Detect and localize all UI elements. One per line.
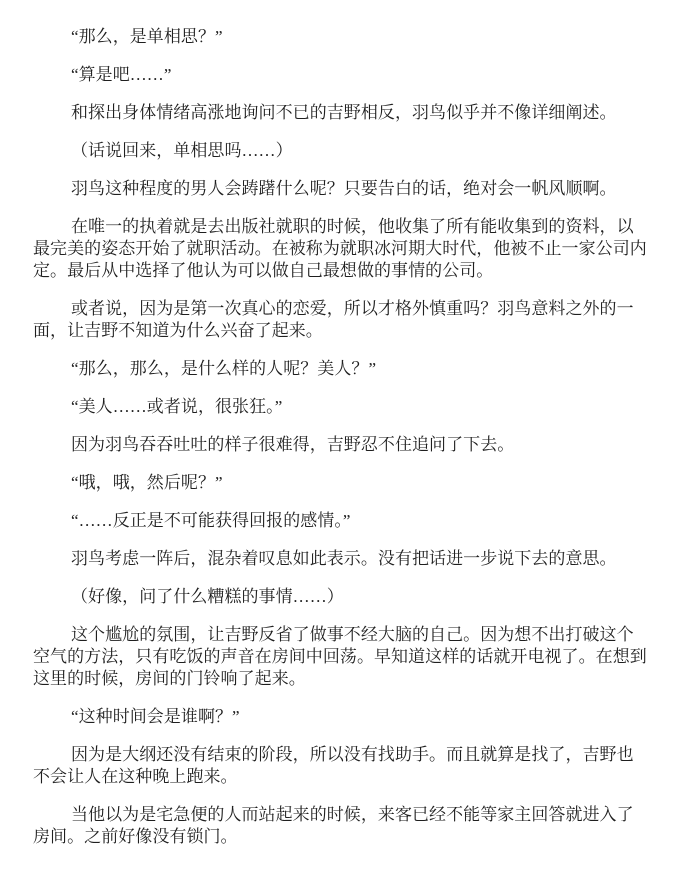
paragraph-list [33, 26, 648, 848]
paragraph: （话说回来，单相思吗……） [71, 141, 293, 160]
paragraph: 或者说，因为是第一次真心的恋爱，所以才格外慎重吗？羽鸟意料之外的一面，让吉野不知道为什么兴奋了起来。 [33, 299, 634, 340]
paragraph: 羽鸟这种程度的男人会踌躇什么呢？只要告白的话，绝对会一帆风顺啊。 [71, 179, 617, 198]
paragraph: 和探出身体情绪高涨地询问不已的吉野相反，羽鸟似乎并不像详细阐述。 [71, 103, 617, 122]
paragraph: 羽鸟考虑一阵后，混杂着叹息如此表示。没有把话进一步说下去的意思。 [71, 549, 617, 568]
paragraph: “那么，那么，是什么样的人呢？美人？” [71, 359, 377, 378]
paragraph: “这种时间会是谁啊？” [71, 707, 240, 726]
paragraph: “美人……或者说，很张狂。” [71, 397, 283, 416]
paragraph: “算是吧……” [71, 65, 172, 84]
paragraph: 在唯一的执着就是去出版社就职的时候，他收集了所有能收集到的资料，以最完美的姿态开始了就职活动。在被称为就职冰河期大时代，他被不止一家公司内定。最后从中选择了他认为可以做自己最想做的事情的公司。 [33, 217, 647, 280]
paragraph: （好像，问了什么糟糕的事情……） [71, 587, 344, 606]
paragraph: 因为羽鸟吞吞吐吐的样子很难得，吉野忍不住追问了下去。 [71, 435, 515, 454]
paragraph: 因为是大纲还没有结束的阶段，所以没有找助手。而且就算是找了，吉野也不会让人在这种晚上跑来。 [33, 745, 634, 786]
paragraph: 这个尴尬的氛围，让吉野反省了做事不经大脑的自己。因为想不出打破这个空气的方法，只有吃饭的声音在房间中回荡。早知道这样的话就开电视了。在想到这里的时候，房间的门铃响了起来。 [33, 625, 647, 688]
paragraph: “……反正是不可能获得回报的感情。” [71, 511, 351, 530]
paragraph: “那么，是单相思？” [71, 27, 223, 46]
paragraph: “哦，哦，然后呢？” [71, 473, 223, 492]
paragraph: 当他以为是宅急便的人而站起来的时候，来客已经不能等家主回答就进入了房间。之前好像没有锁门。 [33, 805, 634, 846]
